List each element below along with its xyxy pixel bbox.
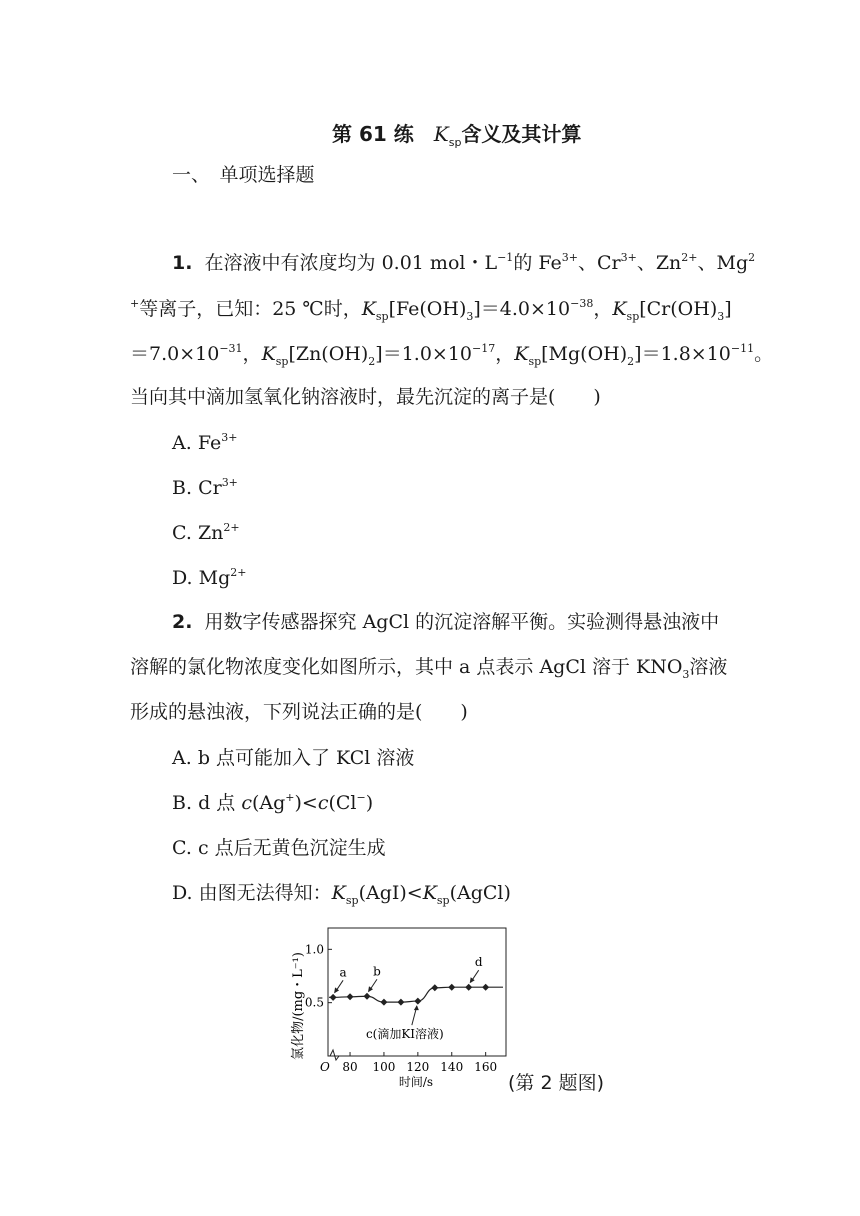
data-point [414,998,421,1005]
q1-line-2: +等离子，已知：25 ℃时，$K_{sp}[Fe(OH)_3]=4.0\times 10^{-38}$，$K_{sp}[Cr(OH)_3]$ [130,297,732,323]
x-tick-label: 160 [474,1060,498,1074]
data-point [397,999,404,1006]
x-tick-label: 100 [372,1060,396,1074]
y-axis-label: 氯化物/(mg・L⁻¹) [291,952,306,1060]
origin-label: O [320,1060,330,1074]
figure-caption: (第 2 题图) [508,1072,604,1094]
data-point [380,999,387,1006]
q2-option-b[interactable]: B. d 点 c(Ag+)<c(Cl−) [172,791,374,814]
x-tick-label: 140 [440,1060,464,1074]
q2-line-3: 形成的悬浊液，下列说法正确的是( ) [130,701,468,723]
data-point [465,984,472,991]
data-point [330,994,337,1001]
y-tick-label: 1.0 [304,942,324,957]
data-point [482,984,489,991]
y-tick-label: 0.5 [304,995,324,1010]
q1-option-d[interactable]: D. $Mg^{2+}$ [172,566,247,589]
data-point [448,984,455,991]
q1-line-3: $=7.0\times 10^{-31}$，$K_{sp}[Zn(OH)_2]=1.0\times 10^{-17}$，$K_{sp}[Mg(OH)_2]=1.8\times 10^{-11}$。 [130,342,774,368]
data-point [431,984,438,991]
annotation-label: c(滴加KI溶液) [365,1027,444,1042]
data-point [363,993,370,1000]
q1-option-b[interactable]: B. $Cr^{3+}$ [172,476,238,499]
x-tick-label: 120 [406,1060,430,1074]
annotation-label: a [339,965,347,980]
x-axis-label: 时间/s [398,1075,434,1089]
x-tick-label: 80 [342,1060,358,1074]
annotation-arrowhead [414,1005,419,1010]
q2-line-1: 2. 用数字传感器探究 AgCl 的沉淀溶解平衡。实验测得悬浊液中 [172,611,720,633]
annotation-label: b [373,964,381,979]
chloride-concentration-chart [280,922,520,1094]
q2-option-d[interactable]: D. 由图无法得知：$K_{sp}(AgI)<K_{sp}(AgCl)$ [172,882,511,907]
data-point [347,993,354,1000]
section-heading: 一、 单项选择题 [172,164,315,186]
q2-option-c[interactable]: C. c 点后无黄色沉淀生成 [172,837,386,859]
q1-line-1: 1. 在溶液中有浓度均为 0.01 mol・$L^{-1}$的 $Fe^{3+}$、$Cr^{3+}$、$Zn^{2+}$、Mg$^2$ [172,251,756,274]
axis-break-icon [330,1050,339,1060]
q1-option-a[interactable]: A. $Fe^{3+}$ [172,431,238,454]
q1-option-c[interactable]: C. $Zn^{2+}$ [172,521,240,544]
annotation-label: d [474,955,483,970]
q2-line-2: 溶解的氯化物浓度变化如图所示，其中 a 点表示 AgCl 溶于 $KNO_3$溶液 [130,656,728,681]
page-title: 第 61 练 $K_{sp}$含义及其计算 [332,122,582,149]
q2-option-a[interactable]: A. b 点可能加入了 KCl 溶液 [172,747,415,769]
q1-line-4: 当向其中滴加氢氧化钠溶液时，最先沉淀的离子是( ) [130,386,601,408]
